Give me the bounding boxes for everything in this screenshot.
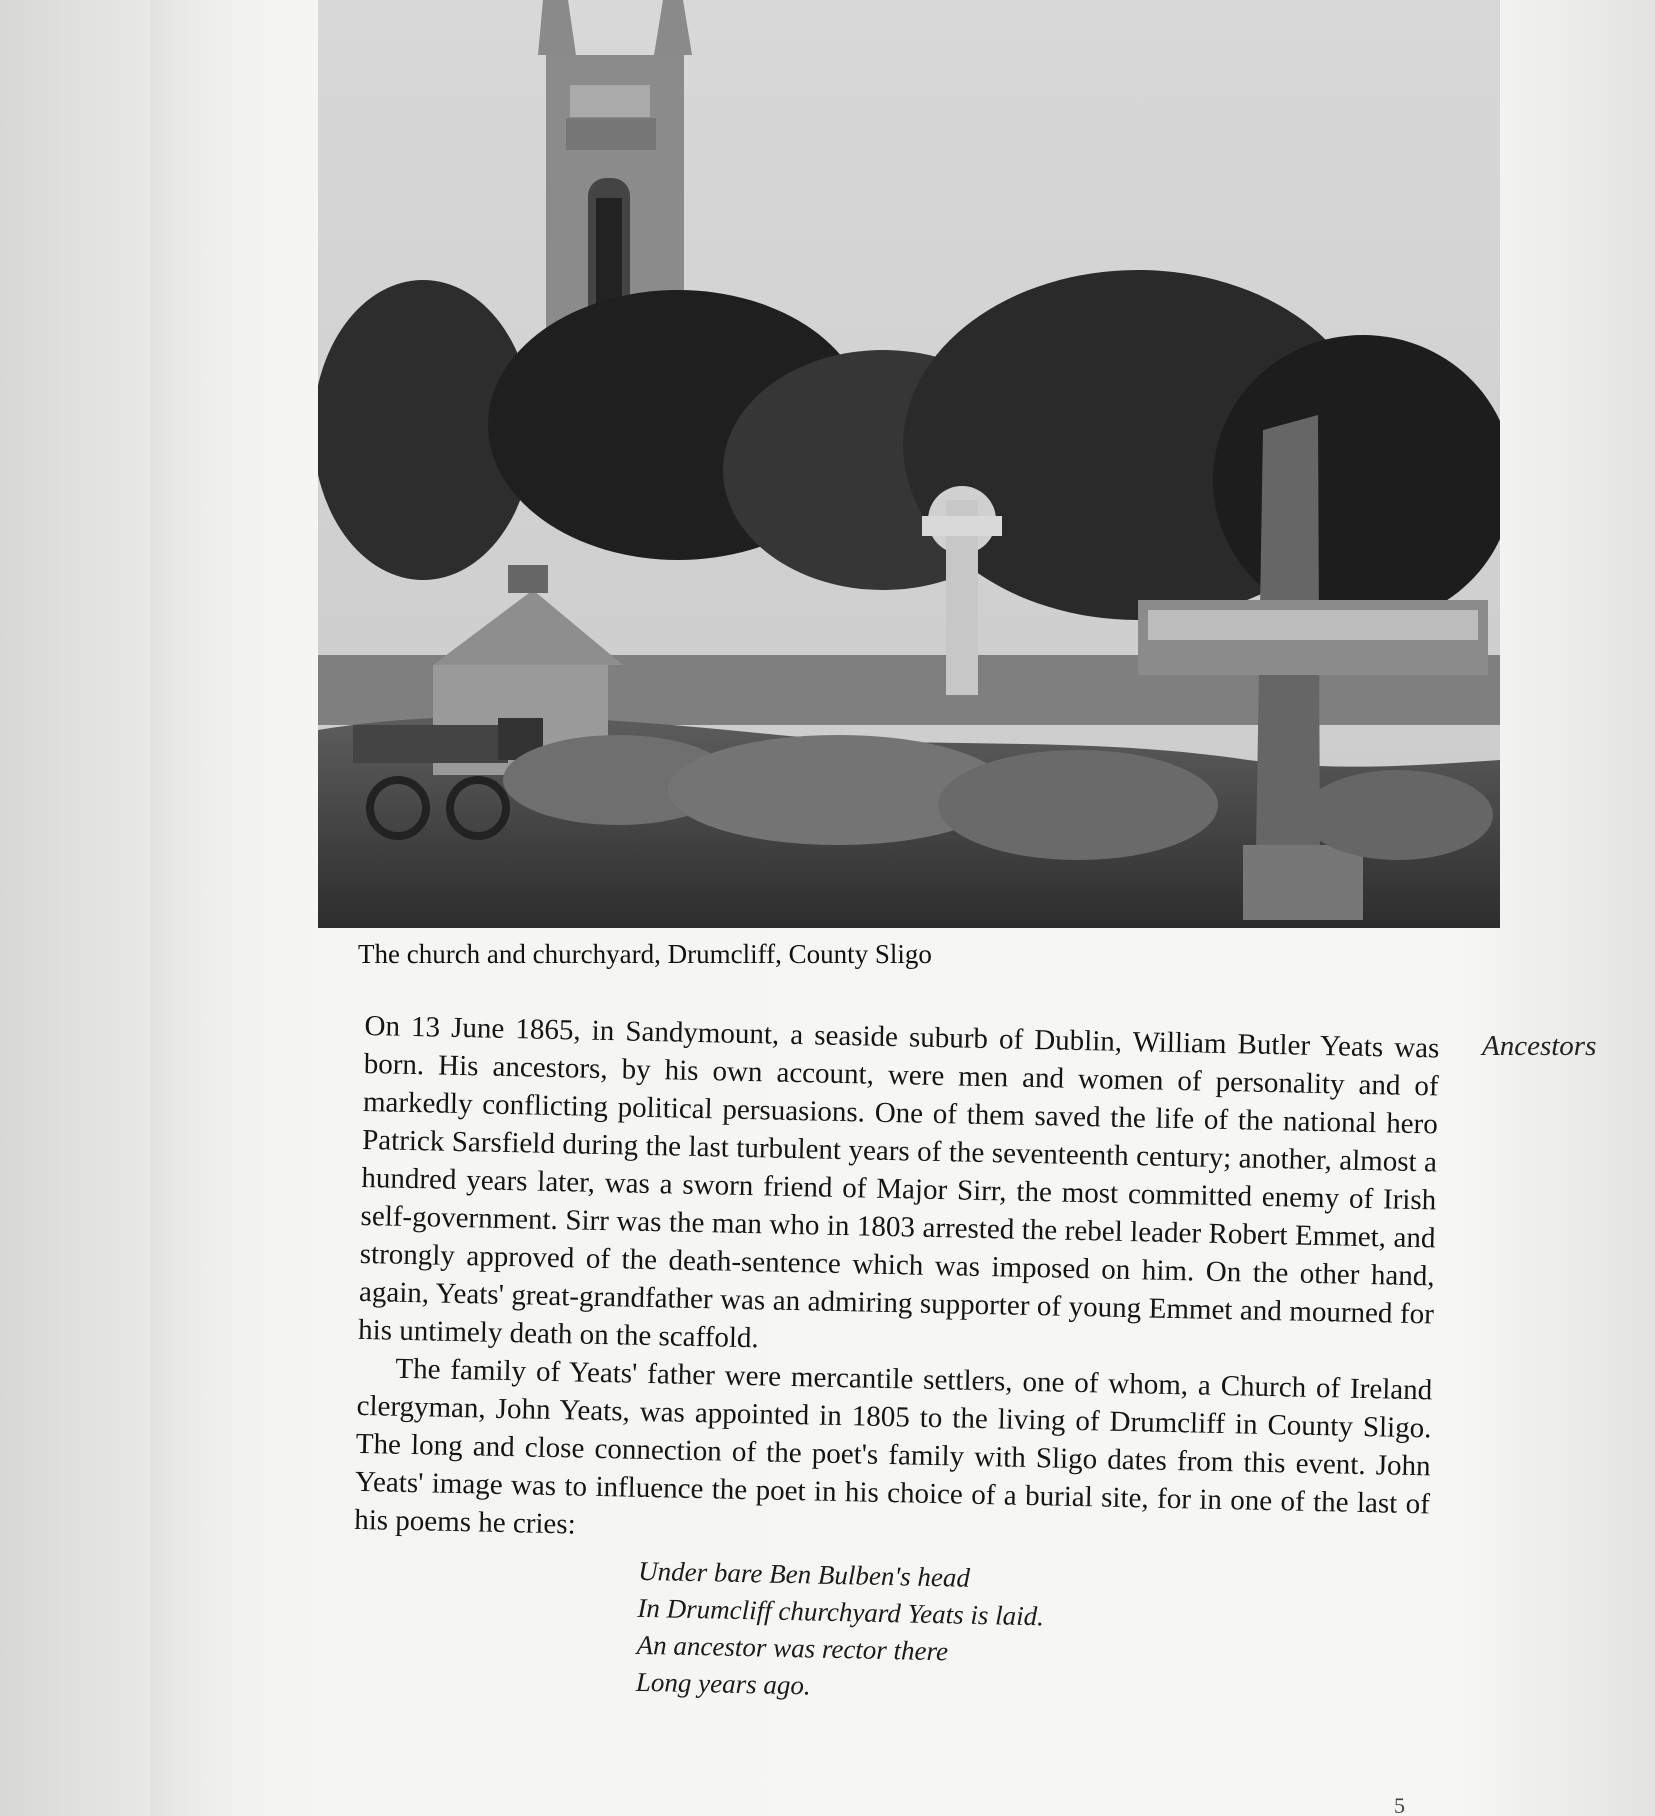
gutter-shadow (150, 0, 240, 1816)
main-text-block (351, 1007, 1440, 1717)
page-number: 5 (1394, 1793, 1405, 1816)
poem-line-2: In Drumcliff churchyard Yeats is laid. (637, 1592, 1045, 1632)
outbuilding (1138, 600, 1488, 675)
church-photo-illustration (318, 0, 1500, 928)
poem-quote (351, 1547, 1429, 1717)
church-photograph (318, 0, 1500, 928)
margin-note: Ancestors (1482, 1030, 1597, 1062)
photo-caption: The church and churchyard, Drumcliff, County Sligo (358, 939, 932, 969)
paragraph-2: The family of Yeats' father were mercantile settlers, one of whom, a Church of Ireland clergyman, John Yeats, was appointed in 1805 to the living of Drumcliff in County Sligo. The long and close connection of the poet's family with Sligo dates from this event. John Yeats' image was to influence the poet in his choice of a burial site, for in one of the last of his poems he cries: (353, 1352, 1433, 1541)
poem-line-3: An ancestor was rector there (636, 1629, 949, 1667)
poem-line-4: Long years ago. (635, 1666, 811, 1701)
paragraph-1: On 13 June 1865, in Sandymount, a seaside suburb of Dublin, William Butler Yeats was born. His ancestors, by his own account, were men and women of personality and of markedly conflicting political persuasions. One of them saved the life of the national hero Patrick Sarsfield during the last turbulent years of the seventeenth century; another, almost a hundred years later, was a sworn friend of Major Sirr, the most committed enemy of Irish self-government. Sirr was the man who in 1803 arrested the rebel leader Robert Emmet, and strongly approved of the death-sentence which was imposed on him. On the other hand, again, Yeats' great-grandfather was an admiring supporter of young Emmet and mourned for his untimely death on the scaffold. (357, 1009, 1440, 1355)
poem-line-1: Under bare Ben Bulben's head (637, 1555, 971, 1593)
